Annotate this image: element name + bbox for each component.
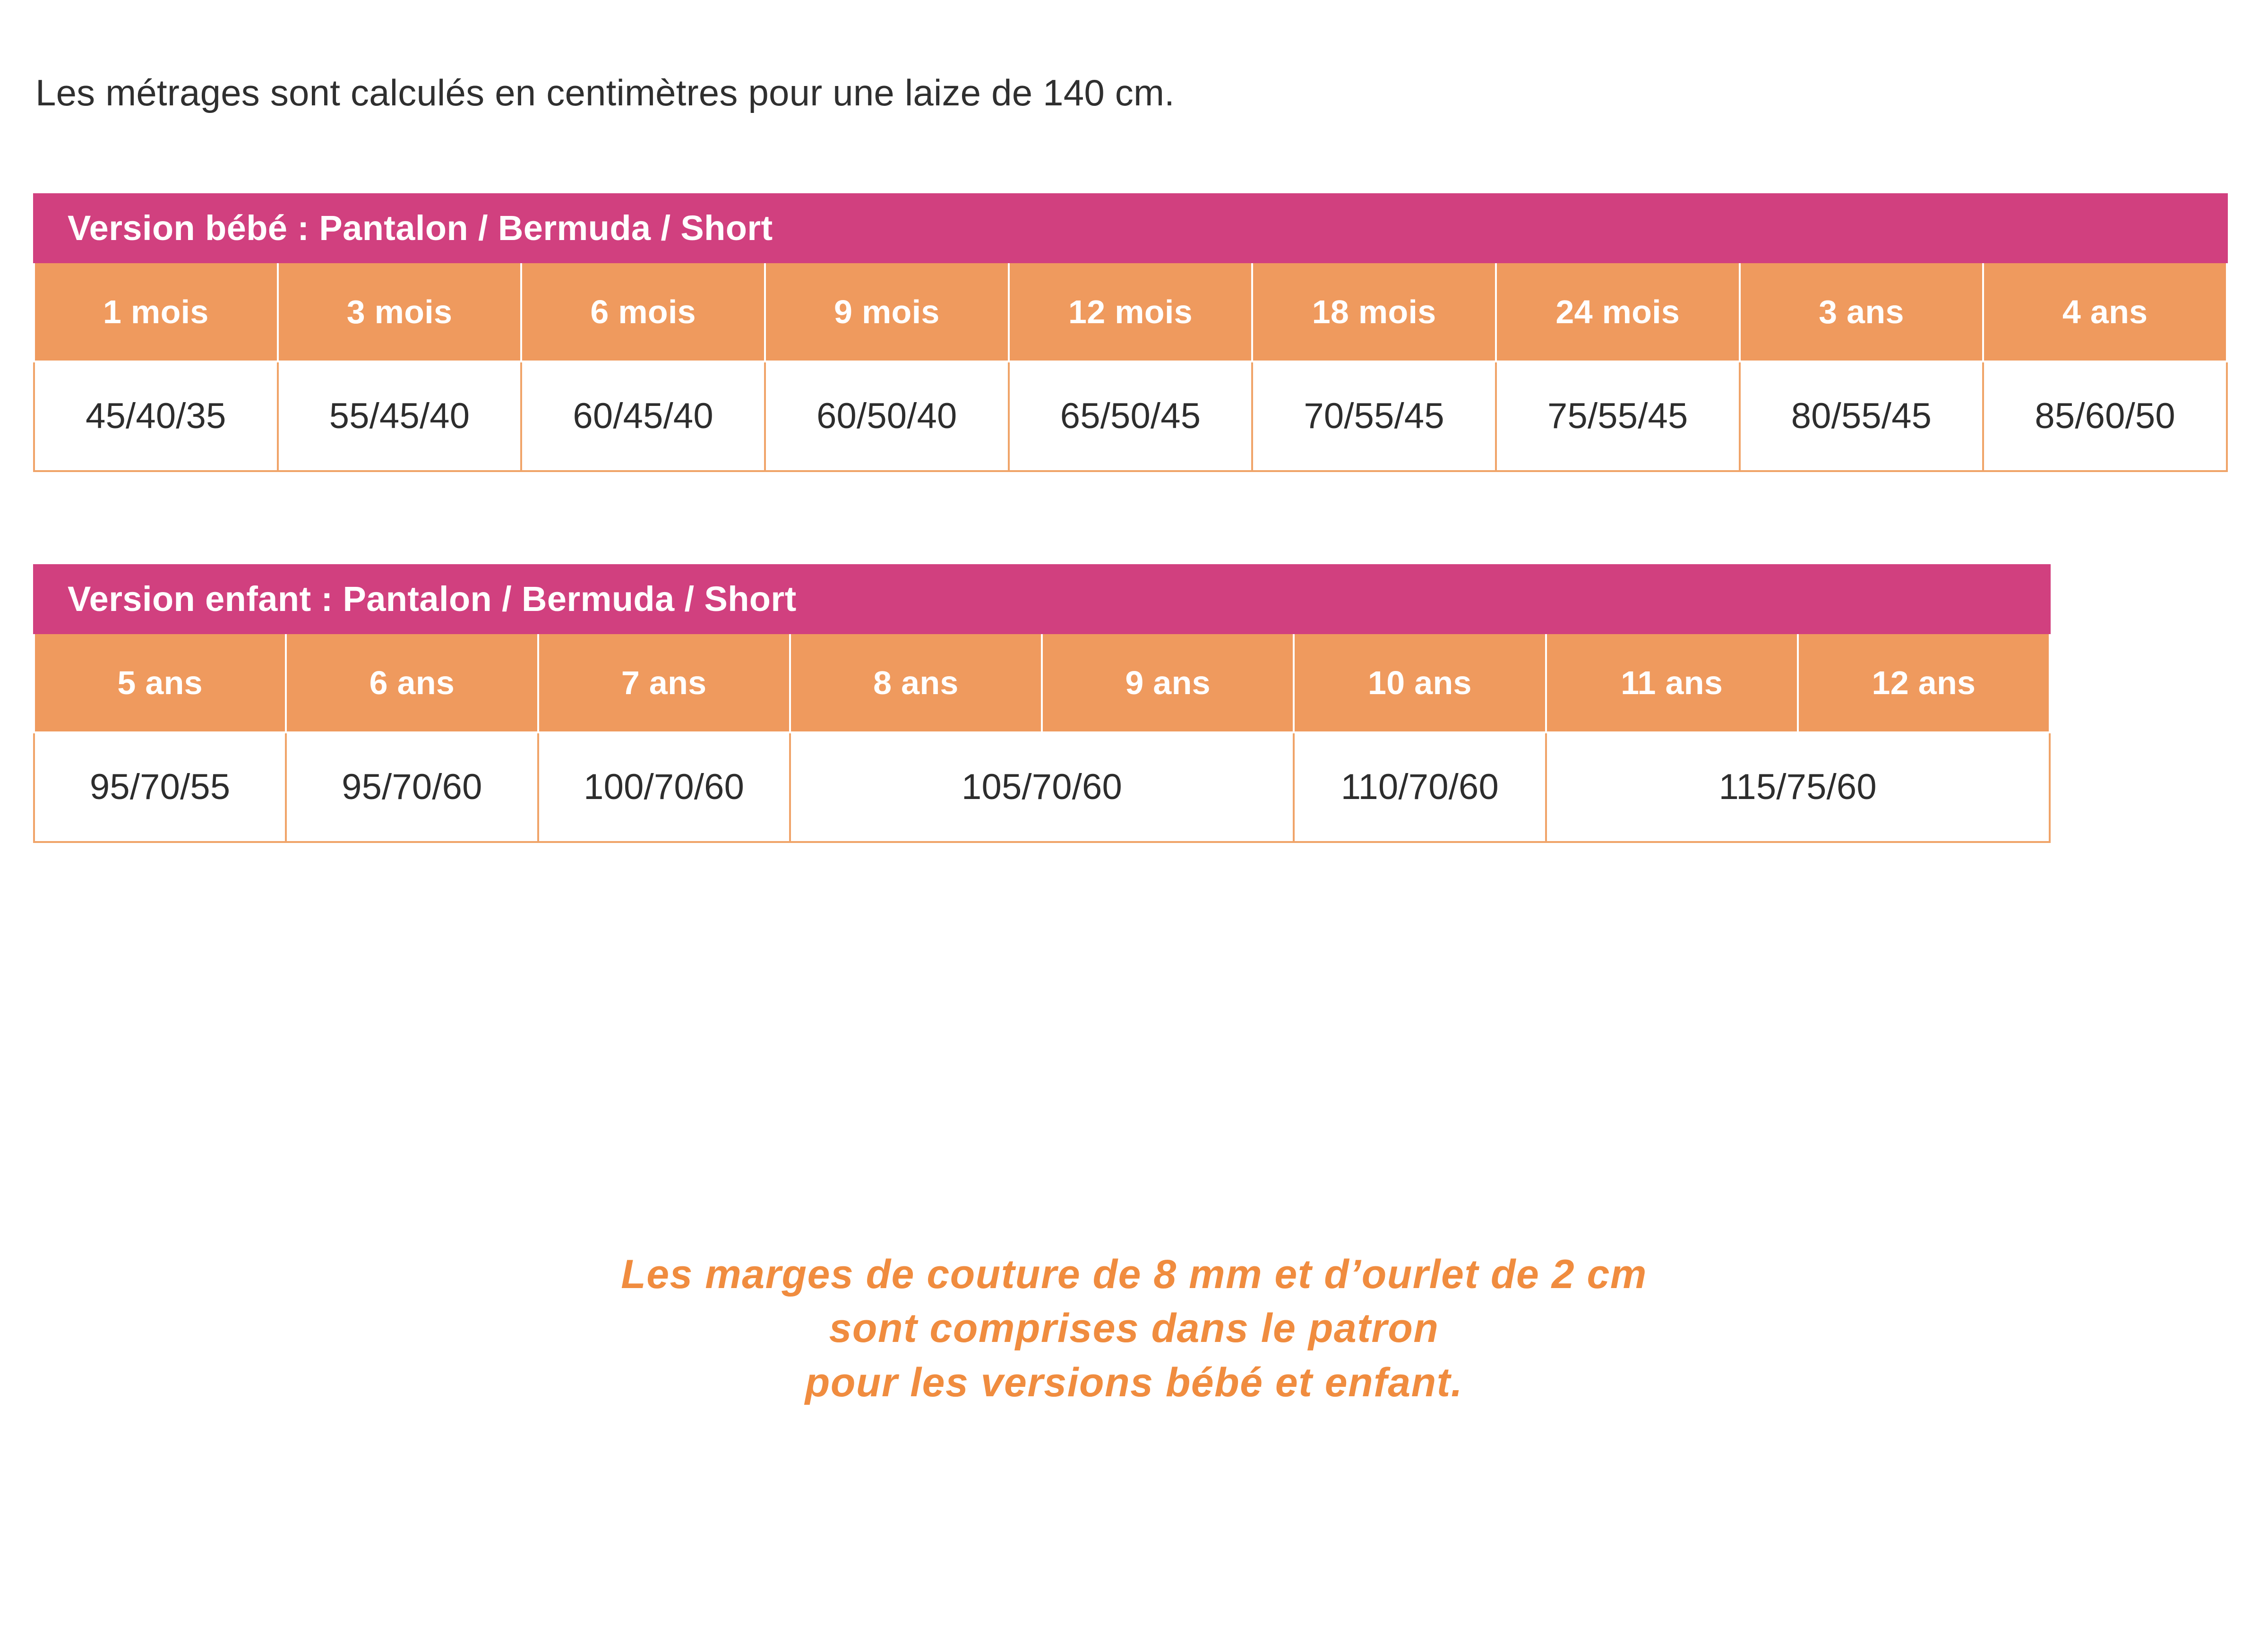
baby-header-cell: 9 mois bbox=[765, 263, 1009, 361]
child-value-cell: 95/70/60 bbox=[286, 732, 538, 842]
child-header-cell: 9 ans bbox=[1042, 634, 1294, 732]
child-header-cell: 11 ans bbox=[1546, 634, 1798, 732]
intro-text: Les métrages sont calculés en centimètres pour une laize de 140 cm. bbox=[35, 72, 1175, 113]
baby-header-cell: 24 mois bbox=[1496, 263, 1740, 361]
baby-version-table bbox=[33, 263, 2228, 472]
baby-header-cell: 4 ans bbox=[1983, 263, 2227, 361]
note-line-2: sont comprises dans le patron bbox=[829, 1306, 1439, 1351]
baby-value-cell: 60/45/40 bbox=[521, 361, 765, 471]
baby-header-row bbox=[34, 263, 2227, 361]
child-value-cell: 100/70/60 bbox=[538, 732, 790, 842]
baby-value-cell: 45/40/35 bbox=[34, 361, 278, 471]
child-header-cell: 5 ans bbox=[34, 634, 286, 732]
baby-version-title: Version bébé : Pantalon / Bermuda / Short bbox=[33, 193, 2228, 263]
baby-header-cell: 6 mois bbox=[521, 263, 765, 361]
child-value-cell: 110/70/60 bbox=[1294, 732, 1546, 842]
child-value-cell: 95/70/55 bbox=[34, 732, 286, 842]
baby-value-cell: 60/50/40 bbox=[765, 361, 1009, 471]
child-version-table bbox=[33, 634, 2051, 843]
baby-value-cell: 70/55/45 bbox=[1252, 361, 1496, 471]
baby-header-cell: 12 mois bbox=[1009, 263, 1253, 361]
note-line-1: Les marges de couture de 8 mm et d’ourlet de 2 cm bbox=[621, 1252, 1647, 1297]
baby-version-table-block bbox=[33, 193, 2228, 472]
child-header-cell: 8 ans bbox=[790, 634, 1042, 732]
child-header-cell: 10 ans bbox=[1294, 634, 1546, 732]
child-header-row bbox=[34, 634, 2050, 732]
child-version-title: Version enfant : Pantalon / Bermuda / Short bbox=[33, 564, 2051, 634]
child-value-cell: 115/75/60 bbox=[1546, 732, 2050, 842]
baby-header-cell: 1 mois bbox=[34, 263, 278, 361]
baby-value-row bbox=[34, 361, 2227, 471]
baby-header-cell: 3 mois bbox=[278, 263, 522, 361]
baby-header-cell: 3 ans bbox=[1740, 263, 1984, 361]
child-value-row bbox=[34, 732, 2050, 842]
baby-value-cell: 80/55/45 bbox=[1740, 361, 1984, 471]
seam-allowance-note bbox=[0, 1247, 2268, 1410]
child-version-table-block bbox=[33, 564, 2051, 843]
baby-header-cell: 18 mois bbox=[1252, 263, 1496, 361]
baby-value-cell: 55/45/40 bbox=[278, 361, 522, 471]
child-header-cell: 6 ans bbox=[286, 634, 538, 732]
note-line-3: pour les versions bébé et enfant. bbox=[805, 1359, 1463, 1405]
baby-value-cell: 85/60/50 bbox=[1983, 361, 2227, 471]
baby-value-cell: 75/55/45 bbox=[1496, 361, 1740, 471]
baby-value-cell: 65/50/45 bbox=[1009, 361, 1253, 471]
child-value-cell: 105/70/60 bbox=[790, 732, 1294, 842]
child-header-cell: 12 ans bbox=[1798, 634, 2050, 732]
child-header-cell: 7 ans bbox=[538, 634, 790, 732]
